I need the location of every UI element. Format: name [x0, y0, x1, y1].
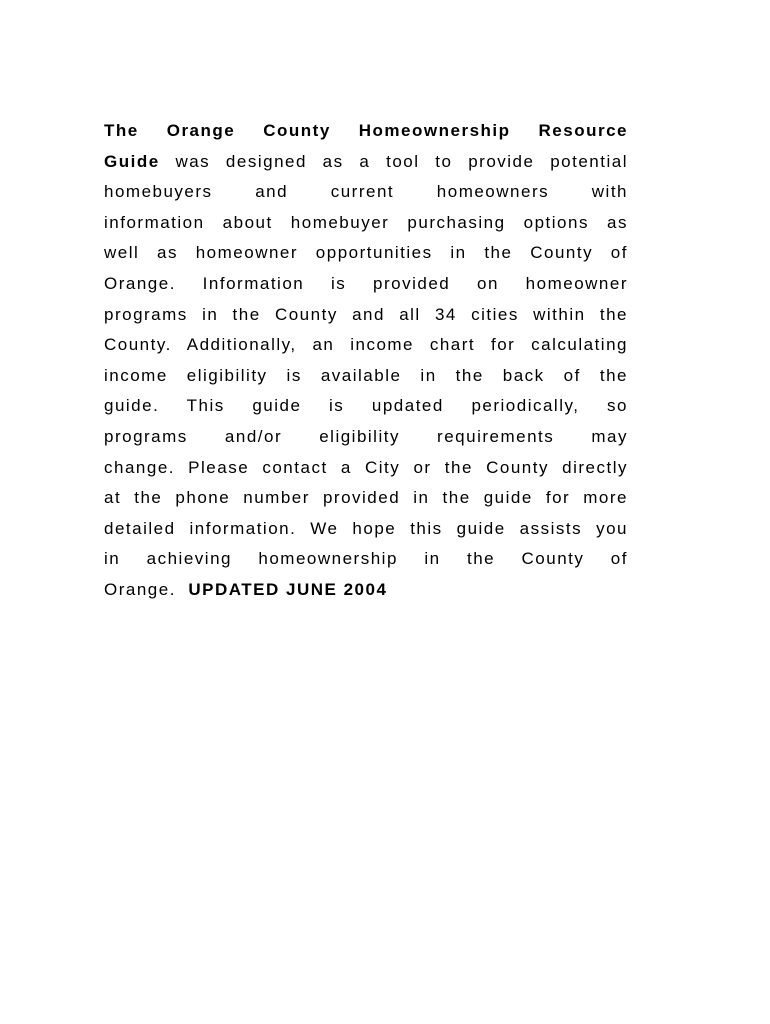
- text-line-4: information about homebuyer purchasing options as: [104, 212, 628, 232]
- updated-notice: UPDATED JUNE 2004: [188, 579, 388, 599]
- guide-title-line: The Orange County Homeownership Resource: [104, 121, 628, 140]
- text-line-8: County. Additionally, an income chart for calculating: [104, 335, 628, 355]
- text-line-11: programs and/or eligibility requirements may: [104, 426, 628, 446]
- text-line-10: guide. This guide is updated periodically, so: [104, 396, 628, 416]
- text-line-9: income eligibility is available in the back of the: [104, 365, 628, 385]
- text-line-5: well as homeowner opportunities in the County of: [104, 243, 628, 263]
- intro-paragraph: [104, 116, 628, 606]
- text-line-2: [104, 147, 628, 178]
- text-line-12: change. Please contact a City or the County directly: [104, 457, 628, 477]
- text-line-2-rest: was designed as a tool to provide potential: [175, 151, 628, 171]
- text-line-16-start: Orange.: [104, 579, 176, 599]
- text-line-16: [104, 575, 628, 606]
- text-line-15: in achieving homeownership in the County of: [104, 549, 628, 569]
- text-line-3: homebuyers and current homeowners with: [104, 182, 628, 202]
- text-line-14: detailed information. We hope this guide assists you: [104, 518, 628, 538]
- text-line-7: programs in the County and all 34 cities within the: [104, 304, 628, 324]
- text-line-6: Orange. Information is provided on homeowner: [104, 273, 628, 293]
- text-line-13: at the phone number provided in the guide for more: [104, 488, 628, 508]
- guide-title-end: Guide: [104, 151, 160, 171]
